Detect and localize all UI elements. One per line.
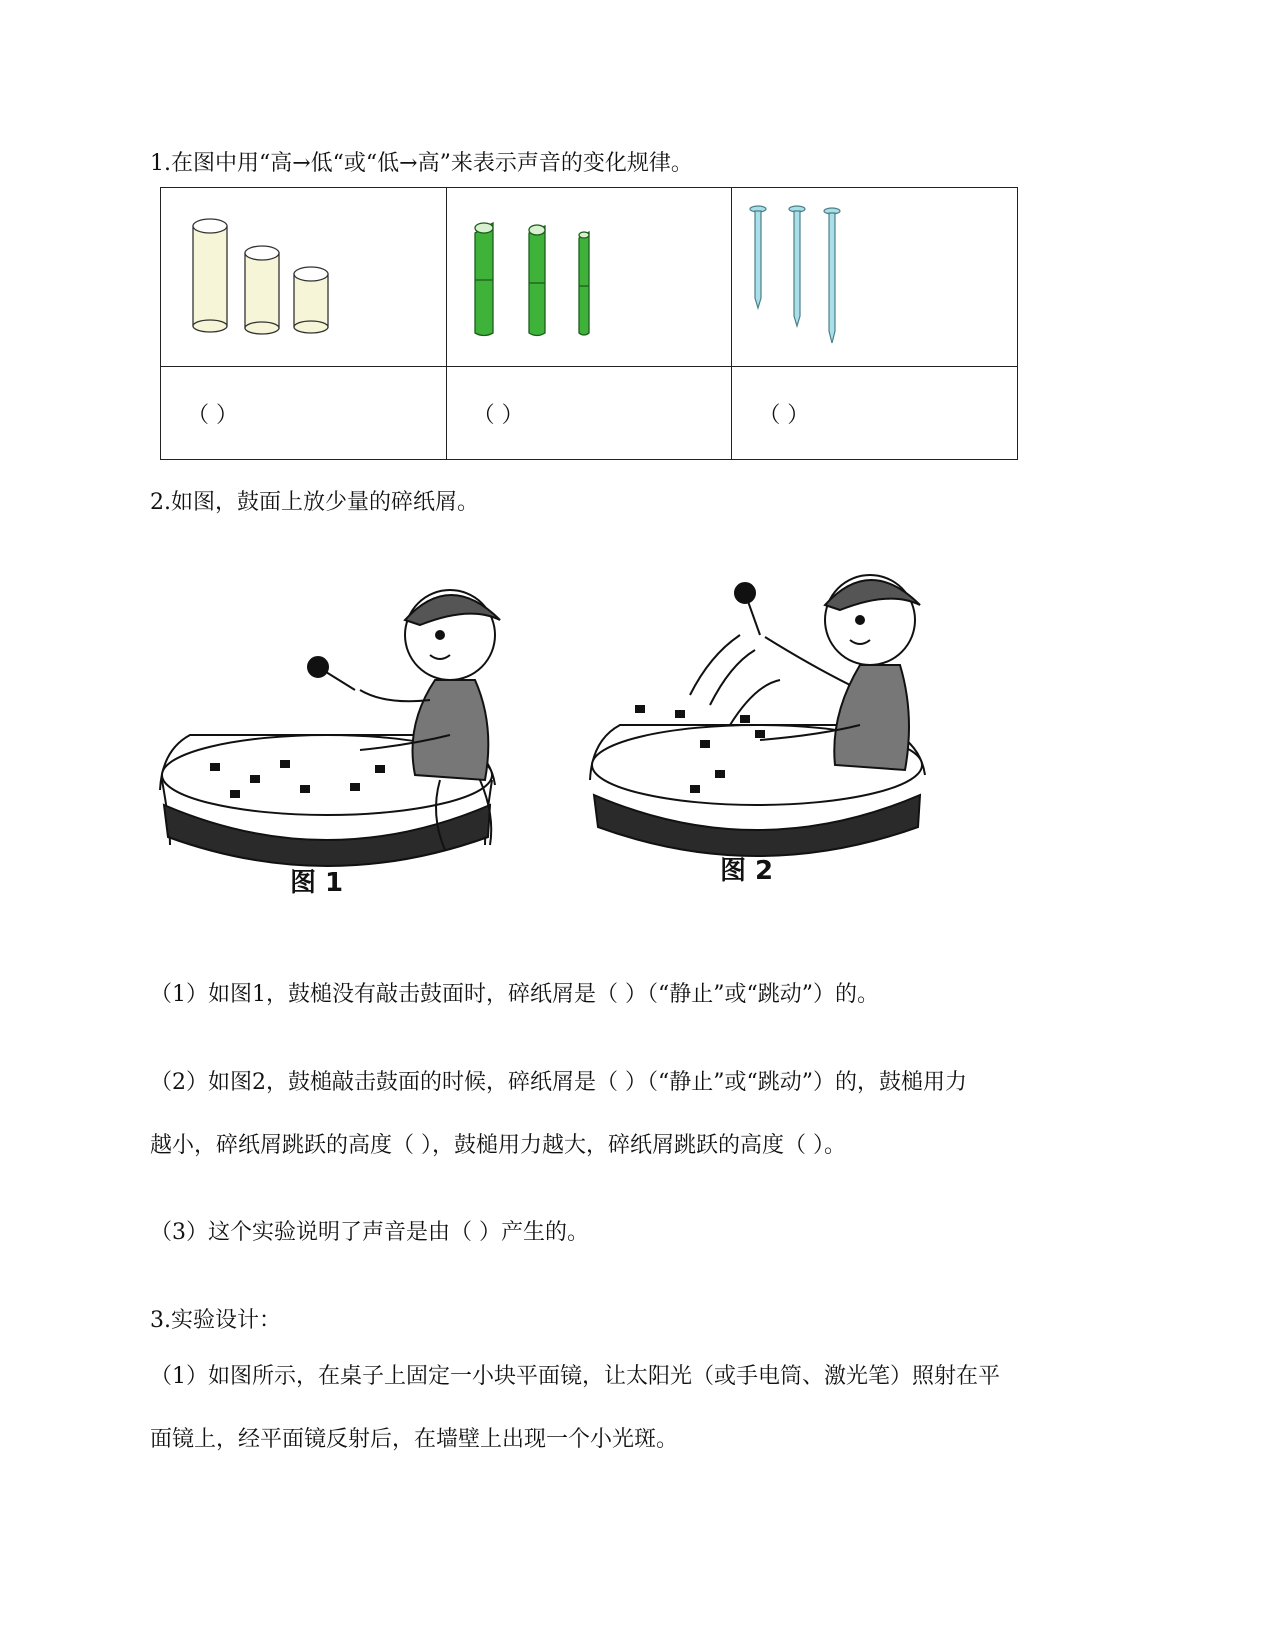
- nails-illustration: [732, 188, 1012, 366]
- question-3-sub-1-line-1: （1）如图所示，在桌子上固定一小块平面镜，让太阳光（或手电筒、激光笔）照射在平: [150, 1364, 1000, 1389]
- question-2-sub-2-line-1: （2）如图2，鼓槌敲击鼓面的时候，碎纸屑是（ ）（“静止”或“跳动”）的，鼓槌用力: [150, 1070, 967, 1095]
- nail-3: [829, 213, 835, 343]
- child-eye: [436, 631, 444, 639]
- answer-blank-1[interactable]: （ ）: [161, 367, 447, 460]
- short-cylinder: [294, 274, 328, 327]
- child-vest: [413, 680, 489, 780]
- short-cylinder-bottom: [294, 321, 328, 333]
- question-3-prompt: 3.实验设计：: [150, 1308, 281, 1333]
- child-arm-upper: [360, 690, 430, 701]
- figure-2-drum-illustration: [580, 565, 960, 865]
- motion-lines: [690, 635, 780, 725]
- question-2-sub-2-line-2: 越小，碎纸屑跳跃的高度（ ），鼓槌用力越大，碎纸屑跳跃的高度（ ）。: [150, 1133, 846, 1158]
- answer-blank-2[interactable]: （ ）: [446, 367, 732, 460]
- nails-cell: [732, 188, 1018, 367]
- bamboo-tube-3-opening: [579, 232, 589, 238]
- tall-cylinder-top: [193, 219, 227, 233]
- figure-1-drum-illustration: [150, 575, 530, 875]
- bamboo-cell: [446, 188, 732, 367]
- nail-1: [755, 211, 761, 308]
- bamboo-tube-2-opening: [529, 225, 545, 235]
- answer-blank-3[interactable]: （ ）: [732, 367, 1018, 460]
- question-1-prompt: 1.在图中用“高→低“或“低→高”来表示声音的变化规律。: [150, 151, 693, 176]
- child-vest: [834, 665, 909, 770]
- figure-1-caption: 图 1: [290, 868, 344, 898]
- child-eye: [856, 616, 864, 624]
- short-cylinder-top: [294, 267, 328, 281]
- question-1-table: [160, 187, 1018, 460]
- tall-cylinder: [193, 226, 227, 326]
- cylinders-illustration: [161, 188, 441, 366]
- figure-2-caption: 图 2: [720, 856, 774, 886]
- bamboo-tube-3: [579, 232, 589, 335]
- bamboo-tube-1-opening: [475, 223, 493, 233]
- cylinders-cell: [161, 188, 447, 367]
- bamboo-illustration: [447, 188, 727, 366]
- medium-cylinder-top: [245, 246, 279, 260]
- bamboo-tube-2: [529, 226, 545, 336]
- question-3-sub-1-line-2: 面镜上，经平面镜反射后，在墙壁上出现一个小光斑。: [150, 1427, 679, 1452]
- medium-cylinder: [245, 253, 279, 328]
- question-2-sub-3: （3）这个实验说明了声音是由（ ）产生的。: [150, 1220, 589, 1245]
- question-2-prompt: 2.如图，鼓面上放少量的碎纸屑。: [150, 490, 479, 515]
- mallet-handle: [318, 667, 355, 690]
- medium-cylinder-bottom: [245, 322, 279, 334]
- tall-cylinder-bottom: [193, 320, 227, 332]
- question-2-sub-1: （1）如图1，鼓槌没有敲击鼓面时，碎纸屑是（ ）（“静止”或“跳动”）的。: [150, 982, 879, 1007]
- nail-2: [794, 211, 800, 326]
- bamboo-tube-1: [475, 223, 493, 336]
